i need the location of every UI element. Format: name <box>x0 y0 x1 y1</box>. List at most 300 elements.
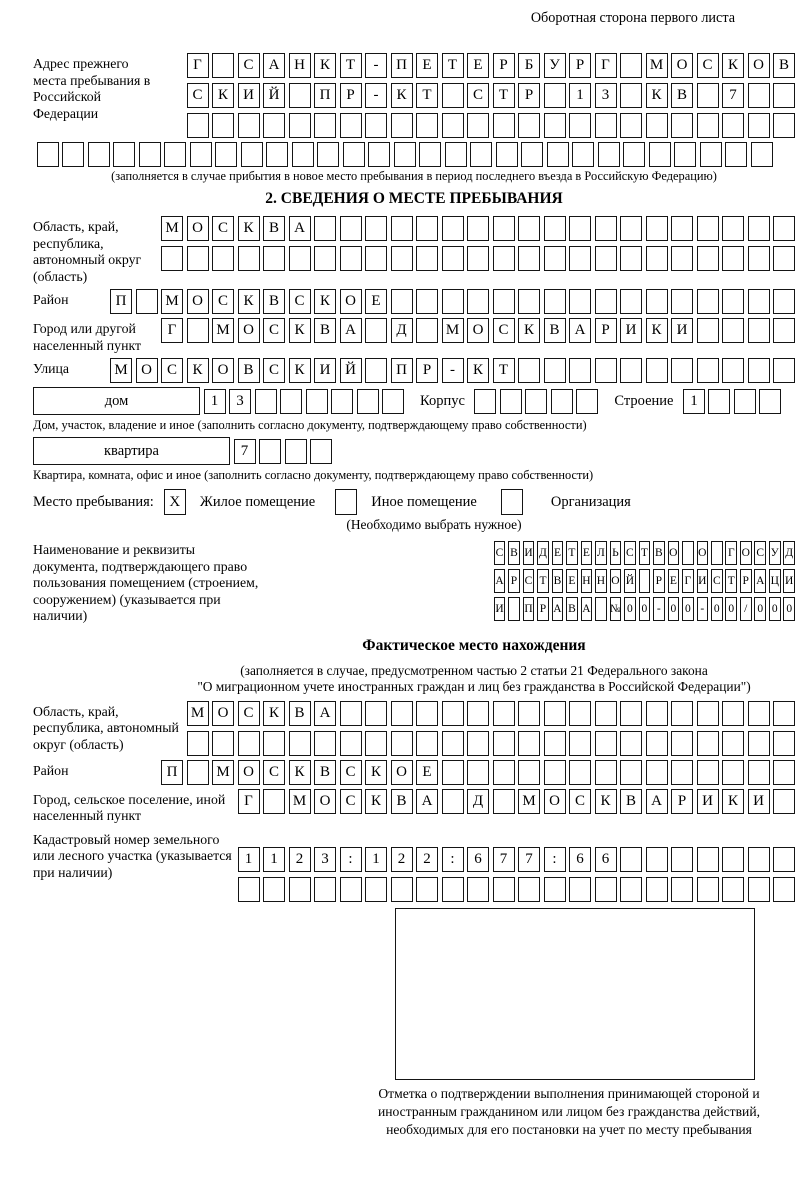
char-box[interactable] <box>442 701 464 726</box>
char-box[interactable] <box>493 731 515 756</box>
char-box[interactable] <box>212 53 234 78</box>
char-box[interactable]: А <box>416 789 438 814</box>
char-box[interactable]: Й <box>340 358 362 383</box>
char-box[interactable] <box>544 358 566 383</box>
char-box[interactable] <box>259 439 281 464</box>
char-box[interactable]: Г <box>187 53 209 78</box>
char-box[interactable]: А <box>289 216 311 241</box>
char-box[interactable]: Г <box>238 789 260 814</box>
char-box[interactable]: - <box>697 597 709 621</box>
char-box[interactable] <box>773 216 795 241</box>
char-box[interactable] <box>595 760 617 785</box>
char-box[interactable] <box>470 142 492 167</box>
char-box[interactable] <box>187 246 209 271</box>
char-box[interactable]: Р <box>518 83 540 108</box>
char-box[interactable]: О <box>697 541 709 565</box>
char-box[interactable]: В <box>620 789 642 814</box>
char-box[interactable] <box>190 142 212 167</box>
char-box[interactable] <box>467 877 489 902</box>
char-box[interactable]: С <box>238 701 260 726</box>
char-box[interactable] <box>368 142 390 167</box>
char-box[interactable] <box>187 731 209 756</box>
char-box[interactable]: Е <box>552 541 564 565</box>
char-box[interactable] <box>238 877 260 902</box>
char-box[interactable] <box>518 877 540 902</box>
char-box[interactable]: П <box>391 53 413 78</box>
char-box[interactable] <box>748 113 770 138</box>
char-box[interactable] <box>697 289 719 314</box>
char-box[interactable] <box>263 113 285 138</box>
char-box[interactable]: К <box>467 358 489 383</box>
char-box[interactable] <box>442 113 464 138</box>
char-box[interactable]: С <box>161 358 183 383</box>
char-box[interactable] <box>467 113 489 138</box>
char-box[interactable] <box>620 246 642 271</box>
char-box[interactable] <box>416 731 438 756</box>
char-box[interactable] <box>697 318 719 343</box>
char-box[interactable] <box>595 289 617 314</box>
char-box[interactable] <box>391 701 413 726</box>
char-box[interactable] <box>595 246 617 271</box>
char-box[interactable] <box>620 83 642 108</box>
char-box[interactable]: С <box>212 289 234 314</box>
char-box[interactable]: У <box>544 53 566 78</box>
char-box[interactable]: С <box>494 541 506 565</box>
char-box[interactable]: И <box>697 569 709 593</box>
char-box[interactable]: О <box>136 358 158 383</box>
char-box[interactable]: О <box>187 289 209 314</box>
char-box[interactable] <box>442 789 464 814</box>
char-box[interactable] <box>340 877 362 902</box>
char-box[interactable] <box>620 216 642 241</box>
char-box[interactable] <box>697 877 719 902</box>
char-box[interactable]: О <box>314 789 336 814</box>
char-box[interactable] <box>518 216 540 241</box>
char-box[interactable]: : <box>340 847 362 872</box>
char-box[interactable] <box>518 760 540 785</box>
char-box[interactable] <box>569 877 591 902</box>
char-box[interactable]: В <box>263 289 285 314</box>
char-box[interactable]: С <box>289 289 311 314</box>
char-box[interactable] <box>671 216 693 241</box>
char-box[interactable] <box>365 318 387 343</box>
char-box[interactable] <box>289 877 311 902</box>
char-box[interactable] <box>759 389 781 414</box>
char-box[interactable] <box>700 142 722 167</box>
char-box[interactable]: Т <box>725 569 737 593</box>
char-box[interactable] <box>289 113 311 138</box>
char-box[interactable] <box>646 113 668 138</box>
char-box[interactable] <box>671 760 693 785</box>
char-box[interactable] <box>646 701 668 726</box>
char-box[interactable] <box>241 142 263 167</box>
char-box[interactable] <box>442 289 464 314</box>
char-box[interactable]: К <box>289 318 311 343</box>
char-box[interactable]: К <box>722 789 744 814</box>
char-box[interactable]: Т <box>566 541 578 565</box>
char-box[interactable]: Н <box>289 53 311 78</box>
char-box[interactable] <box>620 289 642 314</box>
char-box[interactable] <box>493 216 515 241</box>
char-box[interactable]: Е <box>668 569 680 593</box>
char-box[interactable] <box>212 731 234 756</box>
char-box[interactable] <box>238 731 260 756</box>
char-box[interactable]: К <box>238 289 260 314</box>
char-box[interactable] <box>722 289 744 314</box>
char-box[interactable] <box>331 389 353 414</box>
char-box[interactable] <box>306 389 328 414</box>
char-box[interactable]: М <box>110 358 132 383</box>
char-box[interactable] <box>419 142 441 167</box>
char-box[interactable] <box>544 83 566 108</box>
char-box[interactable] <box>518 358 540 383</box>
char-box[interactable] <box>215 142 237 167</box>
char-box[interactable] <box>292 142 314 167</box>
char-box[interactable]: Ц <box>769 569 781 593</box>
char-box[interactable] <box>773 789 795 814</box>
char-box[interactable] <box>525 389 547 414</box>
char-box[interactable] <box>697 731 719 756</box>
char-box[interactable] <box>521 142 543 167</box>
char-box[interactable] <box>646 216 668 241</box>
char-box[interactable] <box>722 877 744 902</box>
char-box[interactable] <box>442 83 464 108</box>
char-box[interactable] <box>773 289 795 314</box>
char-box[interactable] <box>310 439 332 464</box>
char-box[interactable]: Г <box>725 541 737 565</box>
char-box[interactable] <box>340 216 362 241</box>
char-box[interactable]: В <box>671 83 693 108</box>
char-box[interactable] <box>238 246 260 271</box>
char-box[interactable] <box>416 113 438 138</box>
char-box[interactable] <box>646 877 668 902</box>
char-box[interactable]: М <box>187 701 209 726</box>
char-box[interactable]: : <box>544 847 566 872</box>
char-box[interactable] <box>773 318 795 343</box>
char-box[interactable] <box>442 877 464 902</box>
char-box[interactable]: В <box>238 358 260 383</box>
char-box[interactable] <box>493 877 515 902</box>
char-box[interactable]: А <box>263 53 285 78</box>
char-box[interactable]: М <box>518 789 540 814</box>
char-box[interactable] <box>773 760 795 785</box>
char-box[interactable]: В <box>391 789 413 814</box>
char-box[interactable]: 0 <box>711 597 723 621</box>
char-box[interactable]: Б <box>518 53 540 78</box>
char-box[interactable]: П <box>523 597 535 621</box>
char-box[interactable]: 0 <box>668 597 680 621</box>
char-box[interactable]: М <box>161 289 183 314</box>
char-box[interactable]: И <box>314 358 336 383</box>
char-box[interactable] <box>493 113 515 138</box>
char-box[interactable] <box>266 142 288 167</box>
char-box[interactable]: О <box>238 760 260 785</box>
char-box[interactable]: В <box>289 701 311 726</box>
char-box[interactable]: 3 <box>314 847 336 872</box>
char-box[interactable] <box>697 701 719 726</box>
char-box[interactable]: Г <box>595 53 617 78</box>
char-box[interactable] <box>623 142 645 167</box>
char-box[interactable]: С <box>697 53 719 78</box>
char-box[interactable] <box>620 760 642 785</box>
char-box[interactable]: С <box>212 216 234 241</box>
char-box[interactable]: Е <box>416 760 438 785</box>
char-box[interactable] <box>748 877 770 902</box>
char-box[interactable]: О <box>671 53 693 78</box>
char-box[interactable] <box>289 731 311 756</box>
char-box[interactable] <box>474 389 496 414</box>
char-box[interactable] <box>394 142 416 167</box>
char-box[interactable] <box>544 216 566 241</box>
char-box[interactable] <box>357 389 379 414</box>
char-box[interactable]: С <box>467 83 489 108</box>
char-box[interactable] <box>238 113 260 138</box>
char-box[interactable]: М <box>161 216 183 241</box>
char-box[interactable]: Д <box>783 541 795 565</box>
char-box[interactable] <box>722 113 744 138</box>
char-box[interactable] <box>671 877 693 902</box>
char-box[interactable] <box>161 246 183 271</box>
char-box[interactable]: П <box>161 760 183 785</box>
char-box[interactable] <box>544 246 566 271</box>
char-box[interactable] <box>365 701 387 726</box>
char-box[interactable] <box>314 246 336 271</box>
char-box[interactable] <box>697 246 719 271</box>
char-box[interactable]: 7 <box>722 83 744 108</box>
char-box[interactable]: П <box>391 358 413 383</box>
char-box[interactable] <box>646 358 668 383</box>
char-box[interactable]: Д <box>391 318 413 343</box>
char-box[interactable] <box>442 216 464 241</box>
char-box[interactable]: О <box>212 358 234 383</box>
char-box[interactable]: И <box>748 789 770 814</box>
char-box[interactable]: А <box>754 569 766 593</box>
char-box[interactable]: И <box>238 83 260 108</box>
char-box[interactable] <box>639 569 651 593</box>
char-box[interactable] <box>285 439 307 464</box>
char-box[interactable] <box>467 731 489 756</box>
char-box[interactable]: 2 <box>289 847 311 872</box>
char-box[interactable]: К <box>391 83 413 108</box>
char-box[interactable] <box>518 246 540 271</box>
char-box[interactable] <box>722 358 744 383</box>
char-box[interactable]: - <box>365 53 387 78</box>
char-box[interactable] <box>416 289 438 314</box>
char-box[interactable]: С <box>523 569 535 593</box>
char-box[interactable] <box>493 246 515 271</box>
char-box[interactable] <box>671 847 693 872</box>
char-box[interactable] <box>518 113 540 138</box>
char-box[interactable] <box>467 289 489 314</box>
char-box[interactable]: К <box>595 789 617 814</box>
char-box[interactable]: Ь <box>610 541 622 565</box>
char-box[interactable]: Е <box>566 569 578 593</box>
char-box[interactable] <box>391 731 413 756</box>
char-box[interactable] <box>442 246 464 271</box>
char-box[interactable] <box>518 289 540 314</box>
char-box[interactable]: К <box>646 83 668 108</box>
char-box[interactable]: К <box>289 358 311 383</box>
char-box[interactable]: И <box>620 318 642 343</box>
char-box[interactable]: Р <box>340 83 362 108</box>
char-box[interactable] <box>113 142 135 167</box>
char-box[interactable] <box>416 318 438 343</box>
char-box[interactable]: Д <box>467 789 489 814</box>
char-box[interactable] <box>493 760 515 785</box>
char-box[interactable] <box>314 877 336 902</box>
char-box[interactable]: Е <box>416 53 438 78</box>
char-box[interactable] <box>263 246 285 271</box>
char-box[interactable] <box>697 847 719 872</box>
apartment-type-box[interactable]: квартира <box>33 437 230 465</box>
char-box[interactable] <box>544 289 566 314</box>
char-box[interactable]: - <box>653 597 665 621</box>
char-box[interactable]: В <box>566 597 578 621</box>
char-box[interactable] <box>544 731 566 756</box>
char-box[interactable] <box>697 760 719 785</box>
char-box[interactable] <box>595 358 617 383</box>
char-box[interactable] <box>646 731 668 756</box>
char-box[interactable] <box>708 389 730 414</box>
char-box[interactable]: В <box>552 569 564 593</box>
char-box[interactable] <box>646 847 668 872</box>
char-box[interactable] <box>263 789 285 814</box>
residential-checkbox[interactable]: X <box>164 489 186 515</box>
char-box[interactable]: О <box>740 541 752 565</box>
char-box[interactable]: К <box>263 701 285 726</box>
char-box[interactable] <box>620 358 642 383</box>
char-box[interactable]: К <box>365 760 387 785</box>
char-box[interactable] <box>671 731 693 756</box>
char-box[interactable] <box>340 113 362 138</box>
char-box[interactable] <box>620 53 642 78</box>
char-box[interactable]: - <box>365 83 387 108</box>
char-box[interactable]: Т <box>639 541 651 565</box>
char-box[interactable] <box>62 142 84 167</box>
char-box[interactable]: К <box>289 760 311 785</box>
char-box[interactable] <box>569 246 591 271</box>
char-box[interactable] <box>212 113 234 138</box>
char-box[interactable] <box>569 289 591 314</box>
char-box[interactable]: Р <box>493 53 515 78</box>
char-box[interactable]: Р <box>569 53 591 78</box>
char-box[interactable] <box>544 701 566 726</box>
char-box[interactable]: И <box>494 597 506 621</box>
char-box[interactable] <box>595 216 617 241</box>
char-box[interactable]: Й <box>624 569 636 593</box>
char-box[interactable] <box>467 216 489 241</box>
char-box[interactable] <box>187 760 209 785</box>
char-box[interactable]: 3 <box>229 389 251 414</box>
char-box[interactable]: Н <box>595 569 607 593</box>
char-box[interactable] <box>518 731 540 756</box>
char-box[interactable]: И <box>697 789 719 814</box>
char-box[interactable] <box>748 289 770 314</box>
char-box[interactable]: С <box>238 53 260 78</box>
char-box[interactable] <box>551 389 573 414</box>
char-box[interactable] <box>748 701 770 726</box>
char-box[interactable] <box>598 142 620 167</box>
char-box[interactable]: 2 <box>391 847 413 872</box>
char-box[interactable] <box>317 142 339 167</box>
char-box[interactable]: В <box>544 318 566 343</box>
char-box[interactable] <box>467 246 489 271</box>
char-box[interactable] <box>682 541 694 565</box>
char-box[interactable] <box>496 142 518 167</box>
char-box[interactable]: О <box>610 569 622 593</box>
char-box[interactable] <box>442 731 464 756</box>
char-box[interactable]: К <box>238 216 260 241</box>
char-box[interactable] <box>365 877 387 902</box>
char-box[interactable] <box>569 731 591 756</box>
char-box[interactable] <box>340 701 362 726</box>
char-box[interactable]: 7 <box>234 439 256 464</box>
char-box[interactable] <box>365 731 387 756</box>
char-box[interactable]: М <box>212 760 234 785</box>
char-box[interactable]: А <box>581 597 593 621</box>
char-box[interactable] <box>748 358 770 383</box>
char-box[interactable] <box>620 877 642 902</box>
char-box[interactable]: 1 <box>365 847 387 872</box>
char-box[interactable]: В <box>314 760 336 785</box>
char-box[interactable] <box>416 701 438 726</box>
char-box[interactable]: К <box>314 289 336 314</box>
char-box[interactable]: 6 <box>569 847 591 872</box>
char-box[interactable]: № <box>610 597 622 621</box>
char-box[interactable]: А <box>552 597 564 621</box>
char-box[interactable] <box>569 113 591 138</box>
char-box[interactable] <box>748 847 770 872</box>
char-box[interactable]: А <box>340 318 362 343</box>
char-box[interactable] <box>416 246 438 271</box>
char-box[interactable] <box>697 83 719 108</box>
char-box[interactable] <box>646 289 668 314</box>
char-box[interactable]: О <box>238 318 260 343</box>
char-box[interactable] <box>595 701 617 726</box>
char-box[interactable] <box>620 113 642 138</box>
char-box[interactable]: / <box>740 597 752 621</box>
char-box[interactable]: М <box>212 318 234 343</box>
char-box[interactable]: Л <box>595 541 607 565</box>
char-box[interactable]: П <box>110 289 132 314</box>
char-box[interactable]: К <box>314 53 336 78</box>
char-box[interactable] <box>671 113 693 138</box>
char-box[interactable]: С <box>263 318 285 343</box>
char-box[interactable] <box>697 216 719 241</box>
char-box[interactable]: С <box>340 789 362 814</box>
char-box[interactable]: О <box>748 53 770 78</box>
char-box[interactable] <box>773 246 795 271</box>
char-box[interactable]: С <box>754 541 766 565</box>
char-box[interactable]: 1 <box>263 847 285 872</box>
char-box[interactable]: 0 <box>725 597 737 621</box>
char-box[interactable] <box>674 142 696 167</box>
char-box[interactable]: К <box>646 318 668 343</box>
char-box[interactable]: О <box>467 318 489 343</box>
char-box[interactable]: С <box>263 358 285 383</box>
char-box[interactable]: О <box>544 789 566 814</box>
char-box[interactable] <box>773 701 795 726</box>
char-box[interactable]: К <box>365 789 387 814</box>
char-box[interactable]: Р <box>653 569 665 593</box>
char-box[interactable] <box>773 847 795 872</box>
char-box[interactable]: О <box>212 701 234 726</box>
char-box[interactable]: Р <box>508 569 520 593</box>
char-box[interactable]: С <box>569 789 591 814</box>
char-box[interactable]: Р <box>416 358 438 383</box>
char-box[interactable] <box>391 289 413 314</box>
char-box[interactable]: О <box>391 760 413 785</box>
